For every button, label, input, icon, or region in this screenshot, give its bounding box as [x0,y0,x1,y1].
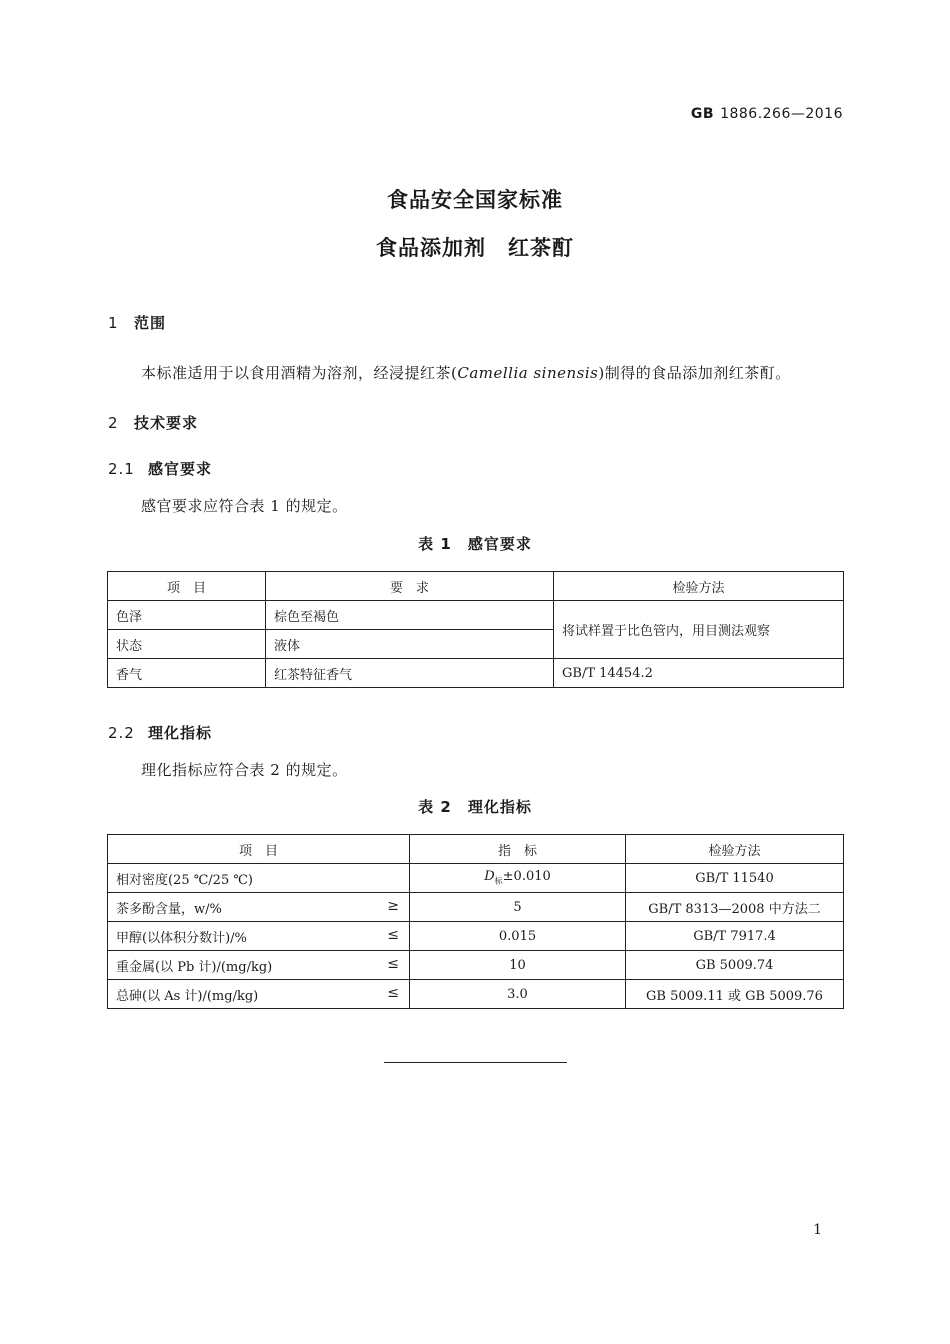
document-subtitle: 食品添加剂 红茶酊 [376,236,574,260]
header-requirement: 要 求 [266,572,554,601]
cell-item: 总砷(以 As 计)/(mg/kg) ≤ [108,980,410,1009]
cell-indicator: $D_标\pm 0.010$ [410,864,626,893]
scope-paragraph: 本标准适用于以食用酒精为溶剂，经浸提红茶(Camellia sinensis)制得的食品添加剂红茶酊。 [141,364,791,382]
cell-method-merged: 将试样置于比色管内，用目测法观察 [554,601,844,659]
table-row [108,893,844,922]
table-header-row [108,572,844,601]
cell-indicator: 0.015 [410,922,626,951]
cell-item: 相对密度(25 ℃/25 ℃) [108,864,410,893]
section-1-heading: 1 范围 [108,314,167,332]
comparison-symbol: ≤ [387,956,399,972]
table-header-row [108,835,844,864]
comparison-symbol: ≤ [387,927,399,943]
cell-item: 状态 [108,630,266,659]
table-row [108,864,844,893]
physicochemical-indicators-table [107,834,844,1009]
physicochemical-paragraph: 理化指标应符合表 2 的规定。 [141,761,348,779]
section-2-1-heading: 2.1 感官要求 [108,460,213,478]
cell-requirement: 棕色至褐色 [266,601,554,630]
cell-method: GB/T 7917.4 [626,922,844,951]
sensory-requirements-table [107,571,844,688]
cell-indicator: 5 [410,893,626,922]
header-method: 检验方法 [554,572,844,601]
header-indicator: 指 标 [410,835,626,864]
header-method: 检验方法 [626,835,844,864]
table-2-caption: 表 2 理化指标 [418,798,532,816]
comparison-symbol: ≥ [387,898,399,914]
cell-item: 茶多酚含量，w/% ≥ [108,893,410,922]
end-rule [384,1062,567,1063]
cell-method: GB/T 11540 [626,864,844,893]
table-row [108,951,844,980]
page-number: 1 [813,1222,822,1238]
table-1-caption: 表 1 感官要求 [418,535,532,553]
sensory-paragraph: 感官要求应符合表 1 的规定。 [141,497,348,515]
section-2-2-heading: 2.2 理化指标 [108,724,213,742]
section-2-heading: 2 技术要求 [108,414,199,432]
cell-method: GB/T 14454.2 [554,659,844,688]
standard-number: GB 1886.266—2016 [690,106,843,122]
table-row [108,922,844,951]
table-row [108,980,844,1009]
cell-indicator: 10 [410,951,626,980]
cell-method: GB/T 8313—2008 中方法二 [626,893,844,922]
cell-requirement: 红茶特征香气 [266,659,554,688]
comparison-symbol: ≤ [387,985,399,1001]
cell-item: 重金属(以 Pb 计)/(mg/kg) ≤ [108,951,410,980]
cell-item: 香气 [108,659,266,688]
document-title: 食品安全国家标准 [387,188,563,212]
cell-method: GB 5009.11 或 GB 5009.76 [626,980,844,1009]
header-item: 项 目 [108,572,266,601]
table-row [108,659,844,688]
cell-item: 甲醇(以体积分数计)/% ≤ [108,922,410,951]
cell-indicator: 3.0 [410,980,626,1009]
table-row [108,601,844,630]
cell-item: 色泽 [108,601,266,630]
header-item: 项 目 [108,835,410,864]
cell-method: GB 5009.74 [626,951,844,980]
cell-requirement: 液体 [266,630,554,659]
